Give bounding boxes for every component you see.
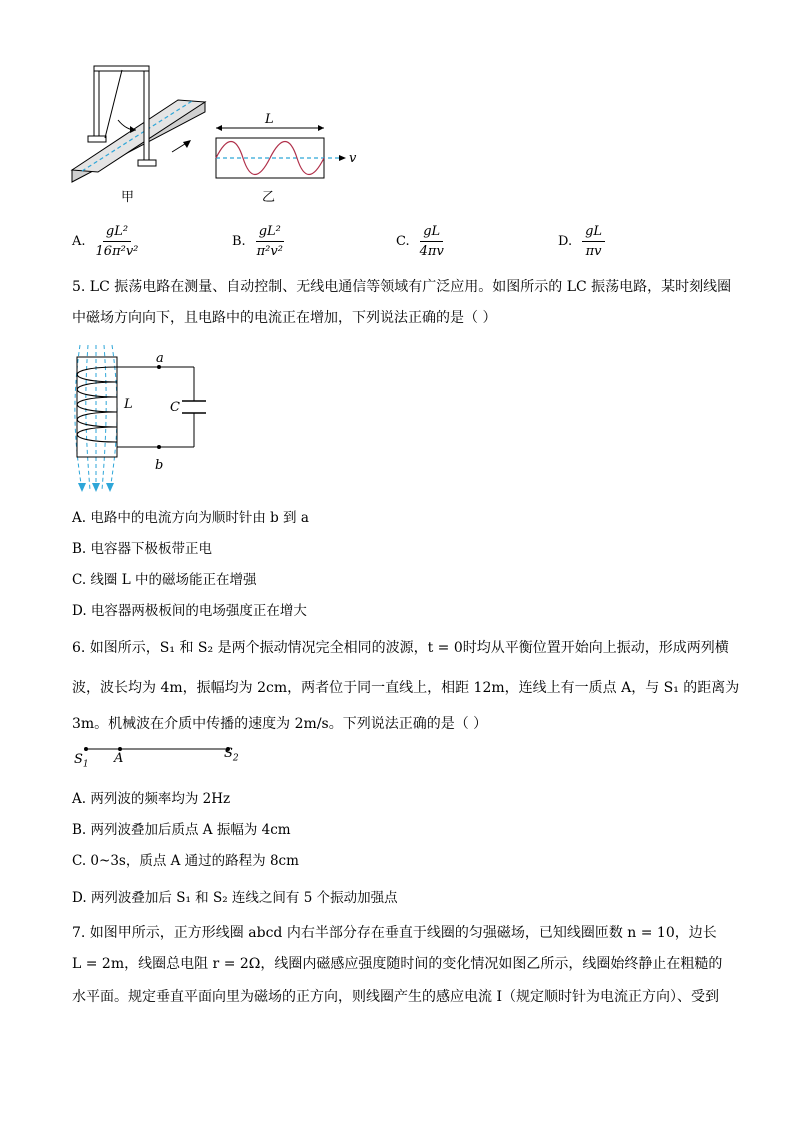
q6-option-d[interactable]: D. 两列波叠加后 S₁ 和 S₂ 连线之间有 5 个振动加强点 (72, 890, 398, 906)
label-s2: $S_2$ (224, 746, 239, 764)
q5-stem-line-1: 5. LC 振荡电路在测量、自动控制、无线电通信等领域有广泛应用。如图所示的 LC 振荡电路，某时刻线圈 (72, 279, 732, 295)
figure-jia (60, 60, 220, 185)
q5-option-b[interactable]: B. 电容器下极板带正电 (72, 541, 213, 557)
q6-stem-line-3: 3m。机械波在介质中传播的速度为 2m/s。下列说法正确的是（ ） (72, 716, 488, 732)
q6-stem-line-2: 波，波长均为 4m，振幅均为 2cm，两者位于同一直线上，相距 12m，连线上有一质点 A，与 S₁ 的距离为 (72, 680, 740, 696)
frame-left-foot (88, 136, 106, 142)
q6-stem-line-1: 6. 如图所示，S₁ 和 S₂ 是两个振动情况完全相同的波源，t = 0时均从平衡位置开始向上振动，形成两列横 (72, 640, 729, 656)
q7-stem-line-1: 7. 如图甲所示，正方形线圈 abcd 内右半部分存在垂直于线圈的匀强磁场，已知线圈匝数 n = 10，边长 (72, 925, 717, 941)
figure-yi-L: L (265, 112, 274, 127)
q5-stem-line-2: 中磁场方向向下，且电路中的电流正在增加，下列说法正确的是（ ） (72, 310, 497, 326)
q4-option-d[interactable]: D. $\frac{gL}{\pi v}$ (558, 224, 605, 259)
q5-option-a[interactable]: A. 电路中的电流方向为顺时针由 b 到 a (72, 510, 309, 526)
field-line (86, 345, 90, 490)
q5-option-d[interactable]: D. 电容器两极板间的电场强度正在增大 (72, 603, 307, 619)
figure-lc-circuit (62, 340, 222, 495)
q4-option-c[interactable]: C. $\frac{gL}{4\pi v}$ (396, 224, 444, 259)
frame-right-post (144, 68, 149, 163)
pendulum-string (105, 70, 122, 138)
q6-option-a[interactable]: A. 两列波的频率均为 2Hz (72, 791, 231, 807)
lc-label-b: b (155, 458, 164, 473)
figure-s1-s2-line (80, 744, 240, 756)
frame-right-foot (138, 160, 156, 166)
q4-option-a[interactable]: A. $\frac{\text{gL²}}{\text{16π²v²}}$ (72, 224, 139, 259)
q7-stem-line-3: 水平面。规定垂直平面向里为磁场的正方向，则线圈产生的感应电流 I（规定顺时针为电流正方向）、受到 (72, 989, 719, 1005)
q7-stem-line-2: L = 2m，线圈总电阻 r = 2Ω，线圈内磁感应强度随时间的变化情况如图乙所示，线圈始终静止在粗糙的 (72, 956, 723, 972)
coil (77, 367, 117, 442)
q4-option-b[interactable]: B. $\frac{\text{gL²}}{\text{π²v²}}$ (232, 224, 283, 259)
label-a: A (114, 751, 124, 766)
figure-yi-v: v (349, 151, 357, 166)
lc-label-L: L (124, 397, 133, 412)
q5-option-c[interactable]: C. 线圈 L 中的磁场能正在增强 (72, 572, 257, 588)
figure-yi-label: 乙 (262, 190, 276, 205)
point-s1 (84, 747, 88, 751)
lc-label-C: C (170, 400, 180, 415)
label-s1: $S_1$ (74, 752, 89, 770)
q6-option-b[interactable]: B. 两列波叠加后质点 A 振幅为 4cm (72, 822, 291, 838)
node-b (157, 445, 161, 449)
q6-option-c[interactable]: C. 0~3s，质点 A 通过的路程为 8cm (72, 853, 299, 869)
frame-left-post (94, 68, 99, 138)
lc-label-a: a (156, 351, 164, 366)
figure-yi (210, 108, 360, 186)
figure-jia-label: 甲 (121, 190, 135, 205)
